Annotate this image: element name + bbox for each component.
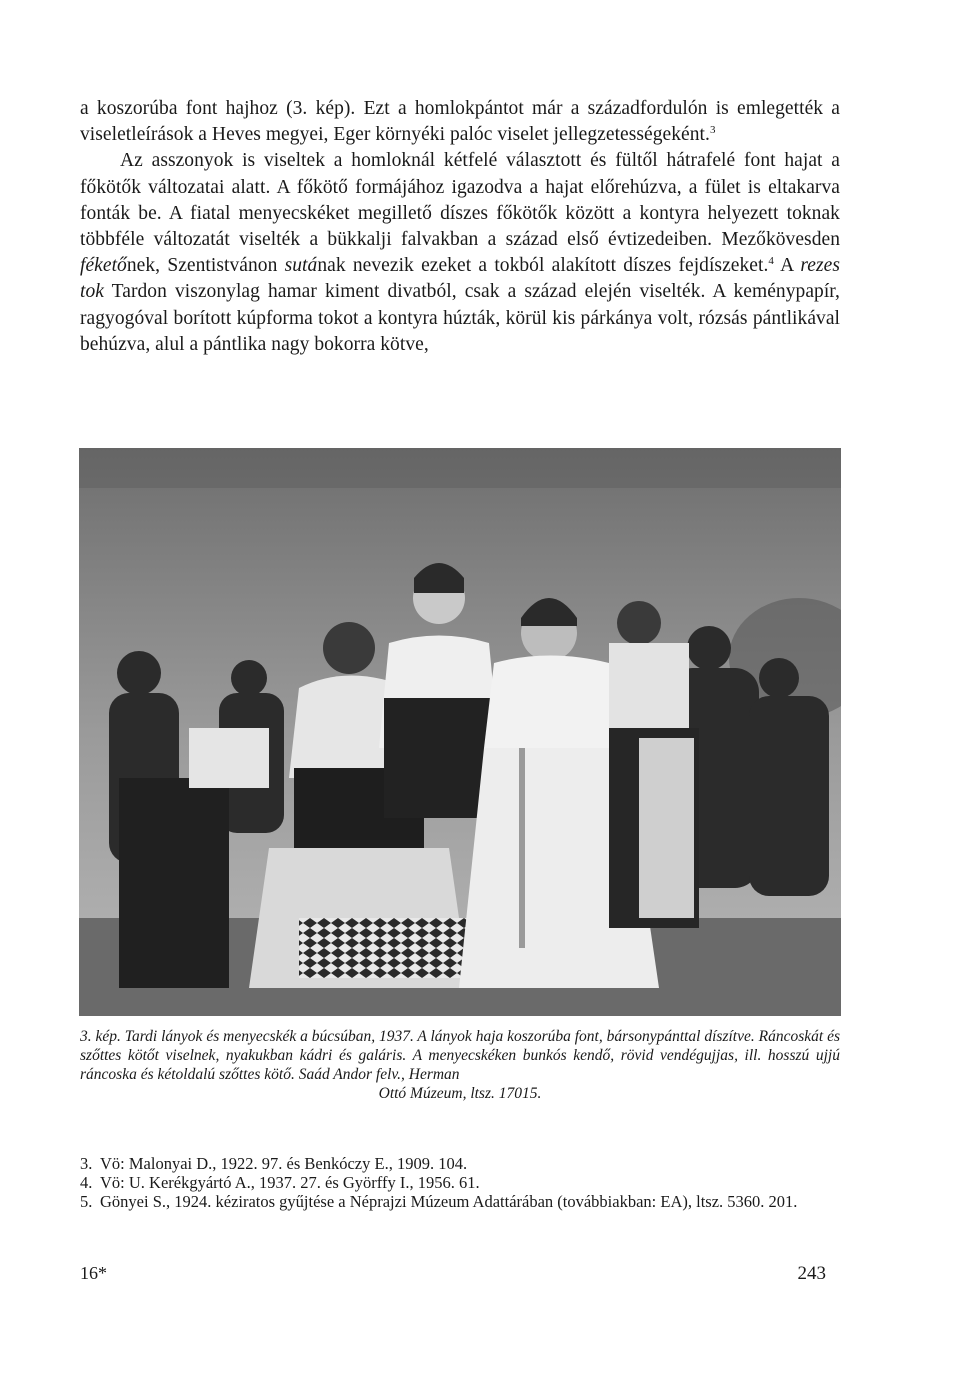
paragraph-2-text-c: nak nevezik ezeket a tokból alakított díszes fejdíszeket.	[317, 255, 769, 277]
footnote-text: Vö: U. Kerékgyártó A., 1937. 27. és Györffy I., 1956. 61.	[100, 1173, 480, 1192]
footnote-number: 3.	[80, 1154, 93, 1173]
photograph	[79, 448, 841, 1016]
paragraph-2-text-e: Tardon viszonylag hamar kiment divatból, csak a század elején viselték. A keménypapír, ragyogóval borított kúpforma tokot a kontyra húzták, körül kis párkánya volt, rózsás pántlikával behúzva, alul a pántlika nagy bokorra kötve,	[80, 281, 840, 355]
paragraph-2	[80, 148, 840, 358]
paragraph-2-text-a: Az asszonyok is viseltek a homloknál kétfelé választott és fültől hátrafelé font hajat a főkötők változatai alatt. A főkötő formájához igazodva a hajat előrehúzva, a fület is eltakarva fonták be. A fiatal menyecskéket megillető díszes főkötők között a kontyra helyezett toknak többféle változatát viselték a bükkalji falvakban a század első évtizedeiben. Mezőkövesden	[80, 150, 840, 251]
paragraph-2-text-d: A	[773, 255, 801, 277]
photo-caption	[80, 1027, 840, 1103]
body-text	[80, 96, 840, 358]
footnote-3	[80, 1154, 840, 1173]
footnote-number: 5.	[80, 1192, 93, 1211]
footnote-number: 4.	[80, 1173, 93, 1192]
caption-text: 3. kép. Tardi lányok és menyecskék a búcsúban, 1937. A lányok haja koszorúba font, bársonypánttal díszítve. Ráncoskát és szőttes kötőt viselnek, nyakukban kádri és galáris. A menyecskéken bunkós kendő, rövid vendégujjas, ill. hosszú ujjú ráncoska és kétoldalú szőttes kötő. Saád Andor felv., Herman	[80, 1028, 840, 1083]
footnote-text: Vö: Malonyai D., 1922. 97. és Benkóczy E., 1909. 104.	[100, 1154, 468, 1173]
footnote-4	[80, 1173, 840, 1192]
term-feketo: fékető	[80, 255, 127, 277]
footnotes	[80, 1154, 840, 1211]
page-number: 243	[797, 1263, 826, 1284]
footnote-5	[80, 1192, 840, 1211]
paragraph-1	[80, 96, 840, 148]
signature-mark: 16*	[80, 1263, 107, 1283]
photograph-image	[79, 448, 841, 1016]
term-rezes-tok: rezes tok	[80, 255, 840, 303]
caption-source: Ottó Múzeum, ltsz. 17015.	[378, 1085, 542, 1102]
term-suta: sutá	[284, 255, 318, 277]
footnote-text: Gönyei S., 1924. kéziratos gyűjtése a Néprajzi Múzeum Adattárában (továbbiakban: EA), ltsz. 5360. 201.	[100, 1192, 798, 1211]
paragraph-2-text-b: nek, Szentistvánon	[126, 255, 285, 277]
footnote-ref-4: 4	[768, 255, 774, 268]
footnote-ref-3: 3	[709, 124, 716, 137]
paragraph-1-text: a koszorúba font hajhoz (3. kép). Ezt a homlokpántot már a századfordulón is emlegették a viseletleírások a Heves megyei, Eger környéki palóc viselet jellegzetességeként.	[80, 98, 840, 146]
